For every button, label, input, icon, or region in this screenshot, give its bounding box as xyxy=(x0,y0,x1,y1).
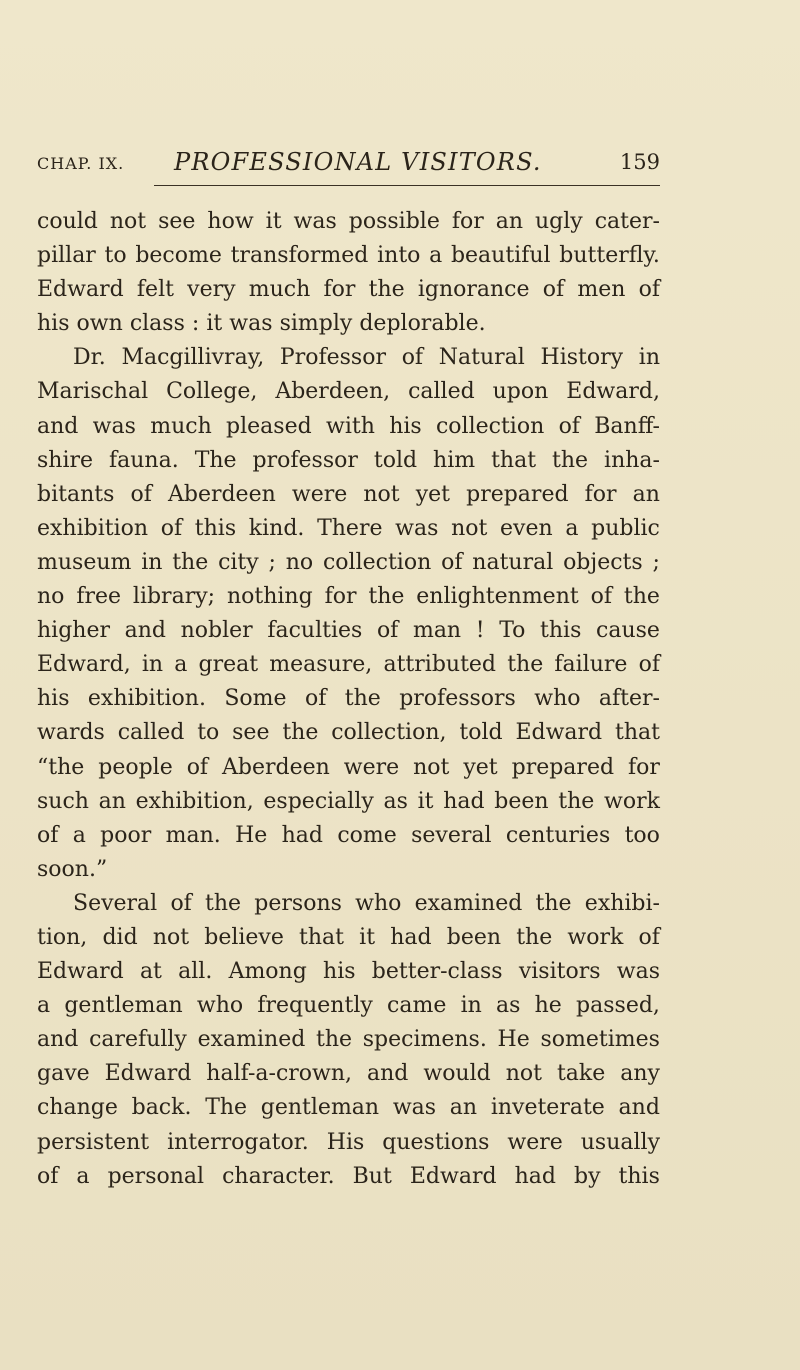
text-line: no free library; nothing for the enlightenment of the xyxy=(37,584,660,610)
text-line: higher and nobler faculties of man ! To this cause xyxy=(37,618,660,644)
chapter-label: CHAP. IX. xyxy=(37,154,125,173)
page-number: 159 xyxy=(619,150,660,174)
page-header xyxy=(37,148,660,178)
text-line: Several of the persons who examined the exhibi- xyxy=(73,890,660,916)
text-line: could not see how it was possible for an ugly cater- xyxy=(37,209,660,234)
text-line: Marischal College, Aberdeen, called upon Edward, xyxy=(37,379,660,405)
text-line: exhibition of this kind. There was not even a public xyxy=(37,515,660,541)
text-line: Edward felt very much for the ignorance of men of xyxy=(37,277,660,303)
text-line: his own class : it was simply deplorable. xyxy=(37,311,486,337)
text-line: tion, did not believe that it had been the work of xyxy=(37,924,660,950)
text-line: of a personal character. But Edward had by this xyxy=(37,1163,660,1189)
text-line: persistent interrogator. His questions were usually xyxy=(37,1129,660,1155)
text-line: wards called to see the collection, told Edward that xyxy=(37,720,660,746)
text-line: “the people of Aberdeen were not yet prepared for xyxy=(37,754,660,780)
body-text xyxy=(37,205,660,1194)
text-line: pillar to become transformed into a beautiful butterfly. xyxy=(37,243,660,269)
text-line: such an exhibition, especially as it had been the work xyxy=(37,788,660,814)
text-line: of a poor man. He had come several centuries too xyxy=(37,822,660,848)
header-rule xyxy=(154,185,660,186)
text-line: shire fauna. The professor told him that the inha- xyxy=(37,447,660,473)
text-line: bitants of Aberdeen were not yet prepared for an xyxy=(37,481,660,507)
text-line: a gentleman who frequently came in as he passed, xyxy=(37,993,660,1019)
running-title: PROFESSIONAL VISITORS. xyxy=(174,148,542,176)
text-line: museum in the city ; no collection of natural objects ; xyxy=(37,549,660,575)
text-line: Edward, in a great measure, attributed the failure of xyxy=(37,652,660,678)
text-line: and was much pleased with his collection of Banff- xyxy=(37,413,660,439)
text-line: soon.” xyxy=(37,856,108,882)
text-line: his exhibition. Some of the professors who after- xyxy=(37,686,660,712)
text-line: Dr. Macgillivray, Professor of Natural History in xyxy=(73,345,660,371)
text-line: Edward at all. Among his better-class visitors was xyxy=(37,959,660,985)
text-line: and carefully examined the specimens. He sometimes xyxy=(37,1027,660,1053)
text-line: change back. The gentleman was an inveterate and xyxy=(37,1095,660,1121)
text-line: gave Edward half-a-crown, and would not take any xyxy=(37,1061,660,1087)
